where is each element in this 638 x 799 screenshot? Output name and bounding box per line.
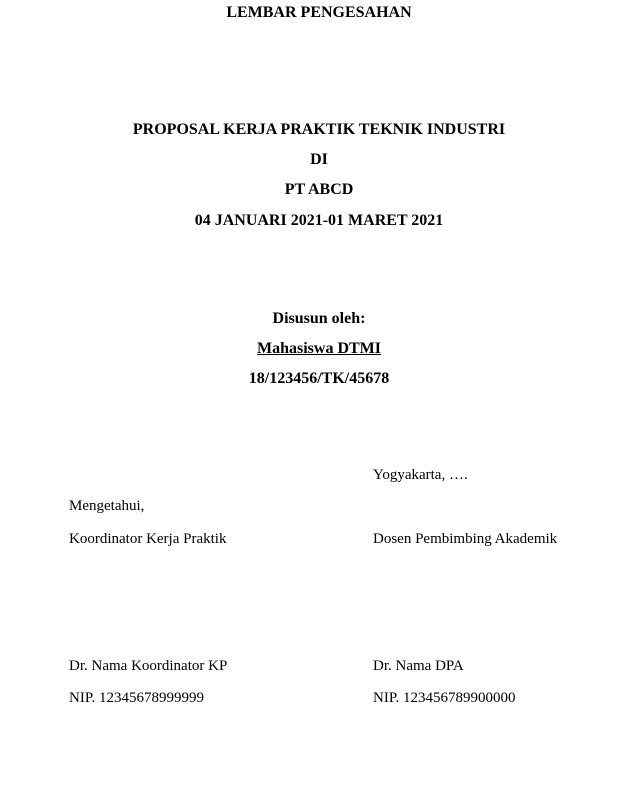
author-label: Disusun oleh: [272,310,366,327]
acknowledged-label: Mengetahui, [69,498,145,514]
proposal-period: 04 JANUARI 2021-01 MARET 2021 [194,212,444,229]
right-signer-name: Dr. Nama DPA [373,658,464,674]
left-signer-nip: NIP. 12345678999999 [69,690,205,706]
page-heading: LEMBAR PENGESAHAN [226,4,412,21]
proposal-title-line-2: DI [310,151,328,168]
left-signer-name: Dr. Nama Koordinator KP [69,658,228,674]
left-signer-role: Koordinator Kerja Praktik [69,531,227,547]
author-name-wrapper [0,339,638,359]
proposal-company: PT ABCD [284,181,354,198]
right-signer-role: Dosen Pembimbing Akademik [373,531,558,547]
proposal-title-line-1: PROPOSAL KERJA PRAKTIK TEKNIK INDUSTRI [132,121,506,138]
place-date: Yogyakarta, …. [373,467,468,483]
author-name: Mahasiswa DTMI [256,340,381,357]
right-signer-nip: NIP. 123456789900000 [373,690,516,706]
author-student-id: 18/123456/TK/45678 [248,370,390,387]
